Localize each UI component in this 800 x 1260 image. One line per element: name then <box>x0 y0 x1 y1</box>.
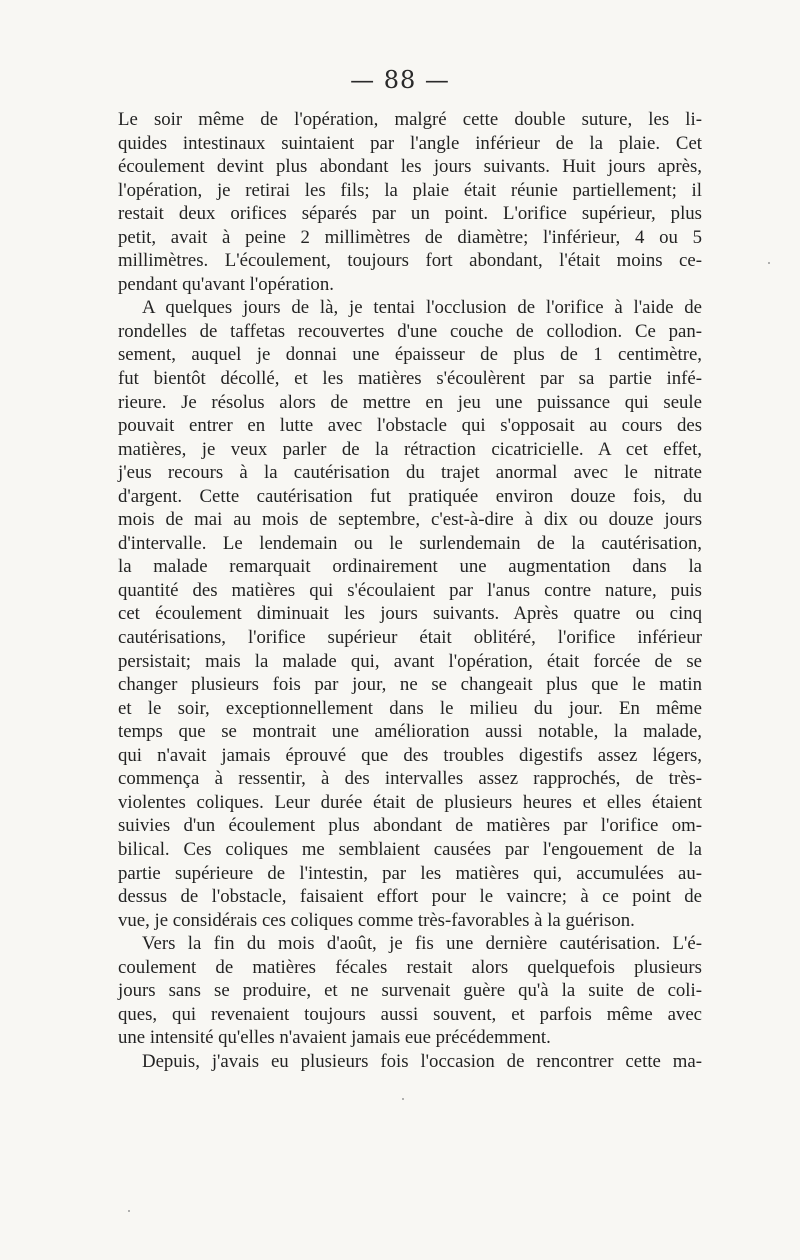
paragraph-2 <box>118 296 702 932</box>
text-line: vue, je considérais ces coliques comme très-favorables à la guérison. <box>118 909 635 931</box>
text-line: mois de mai au mois de septembre, c'est-à-dire à dix ou douze jours <box>118 509 702 531</box>
text-line: Le soir même de l'opération, malgré cette double suture, les li- <box>118 109 702 130</box>
text-line: quides intestinaux suintaient par l'angle inférieur de la plaie. Cet <box>118 132 702 154</box>
text-line: cet écoulement diminuait les jours suivants. Après quatre ou cinq <box>118 603 702 625</box>
text-line: une intensité qu'elles n'avaient jamais eue précédemment. <box>118 1027 551 1049</box>
body-text <box>118 108 702 1073</box>
page-number: — 88 — <box>350 66 450 94</box>
text-line: et le soir, exceptionnellement dans le milieu du jour. En même <box>118 697 702 719</box>
text-line: partie supérieure de l'intestin, par les matières qui, accumulées au- <box>118 862 702 884</box>
paper-speck <box>402 1098 404 1100</box>
paper-speck <box>768 262 770 264</box>
text-line: bilical. Ces coliques me semblaient causées par l'engouement de la <box>118 838 702 860</box>
text-line: rondelles de taffetas recouvertes d'une couche de collodion. Ce pan- <box>118 320 702 342</box>
text-line: d'argent. Cette cautérisation fut pratiquée environ douze fois, du <box>118 485 702 507</box>
text-line: quantité des matières qui s'écoulaient par l'anus contre nature, puis <box>118 579 702 601</box>
text-line: A quelques jours de là, je tentai l'occlusion de l'orifice à l'aide de <box>142 297 702 319</box>
text-line: dessus de l'obstacle, faisaient effort pour le vaincre; à ce point de <box>118 886 702 908</box>
text-line: petit, avait à peine 2 millimètres de diamètre; l'inférieur, 4 ou 5 <box>118 226 702 248</box>
text-line: matières, je veux parler de la rétraction cicatricielle. A cet effet, <box>118 438 702 460</box>
text-line: persistait; mais la malade qui, avant l'opération, était forcée de se <box>118 650 702 672</box>
text-line: la malade remarquait ordinairement une augmentation dans la <box>118 556 702 578</box>
text-line: Vers la fin du mois d'août, je fis une dernière cautérisation. L'é- <box>142 933 702 955</box>
text-line: Depuis, j'avais eu plusieurs fois l'occasion de rencontrer cette ma- <box>142 1050 702 1072</box>
text-line: restait deux orifices séparés par un point. L'orifice supérieur, plus <box>118 203 702 225</box>
text-line: coulement de matières fécales restait alors quelquefois plusieurs <box>118 956 702 978</box>
text-line: ques, qui revenaient toujours aussi souvent, et parfois même avec <box>118 1003 702 1025</box>
text-line: j'eus recours à la cautérisation du trajet anormal avec le nitrate <box>118 462 702 484</box>
text-line: millimètres. L'écoulement, toujours fort abondant, l'était moins ce- <box>118 250 702 272</box>
text-line: sement, auquel je donnai une épaisseur de plus de 1 centimètre, <box>118 344 702 366</box>
text-line: changer plusieurs fois par jour, ne se changeait plus que le matin <box>118 674 702 696</box>
text-line: pendant qu'avant l'opération. <box>118 273 334 295</box>
text-line: qui n'avait jamais éprouvé que des troubles digestifs assez légers, <box>118 744 702 766</box>
text-line: violentes coliques. Leur durée était de plusieurs heures et elles étaient <box>118 791 702 813</box>
text-line: l'opération, je retirai les fils; la plaie était réunie partiellement; il <box>118 179 702 201</box>
text-line: suivies d'un écoulement plus abondant de matières par l'orifice om- <box>118 815 702 837</box>
text-line: commença à ressentir, à des intervalles assez rapprochés, de très- <box>118 768 702 790</box>
text-line: jours sans se produire, et ne survenait guère qu'à la suite de coli- <box>118 980 702 1002</box>
paragraph-3 <box>118 932 702 1050</box>
paragraph-1 <box>118 108 702 296</box>
text-line: écoulement devint plus abondant les jours suivants. Huit jours après, <box>118 156 702 178</box>
text-line: temps que se montrait une amélioration aussi notable, la malade, <box>118 721 702 743</box>
text-line: fut bientôt décollé, et les matières s'écoulèrent par sa partie infé- <box>118 368 702 390</box>
paper-speck <box>128 1210 130 1212</box>
text-line: rieure. Je résolus alors de mettre en jeu une puissance qui seule <box>118 391 702 413</box>
text-line: d'intervalle. Le lendemain ou le surlendemain de la cautérisation, <box>118 532 702 554</box>
text-line: cautérisations, l'orifice supérieur était oblitéré, l'orifice inférieur <box>118 627 702 649</box>
text-line: pouvait entrer en lutte avec l'obstacle qui s'opposait au cours des <box>118 415 702 437</box>
paragraph-4 <box>118 1050 702 1074</box>
